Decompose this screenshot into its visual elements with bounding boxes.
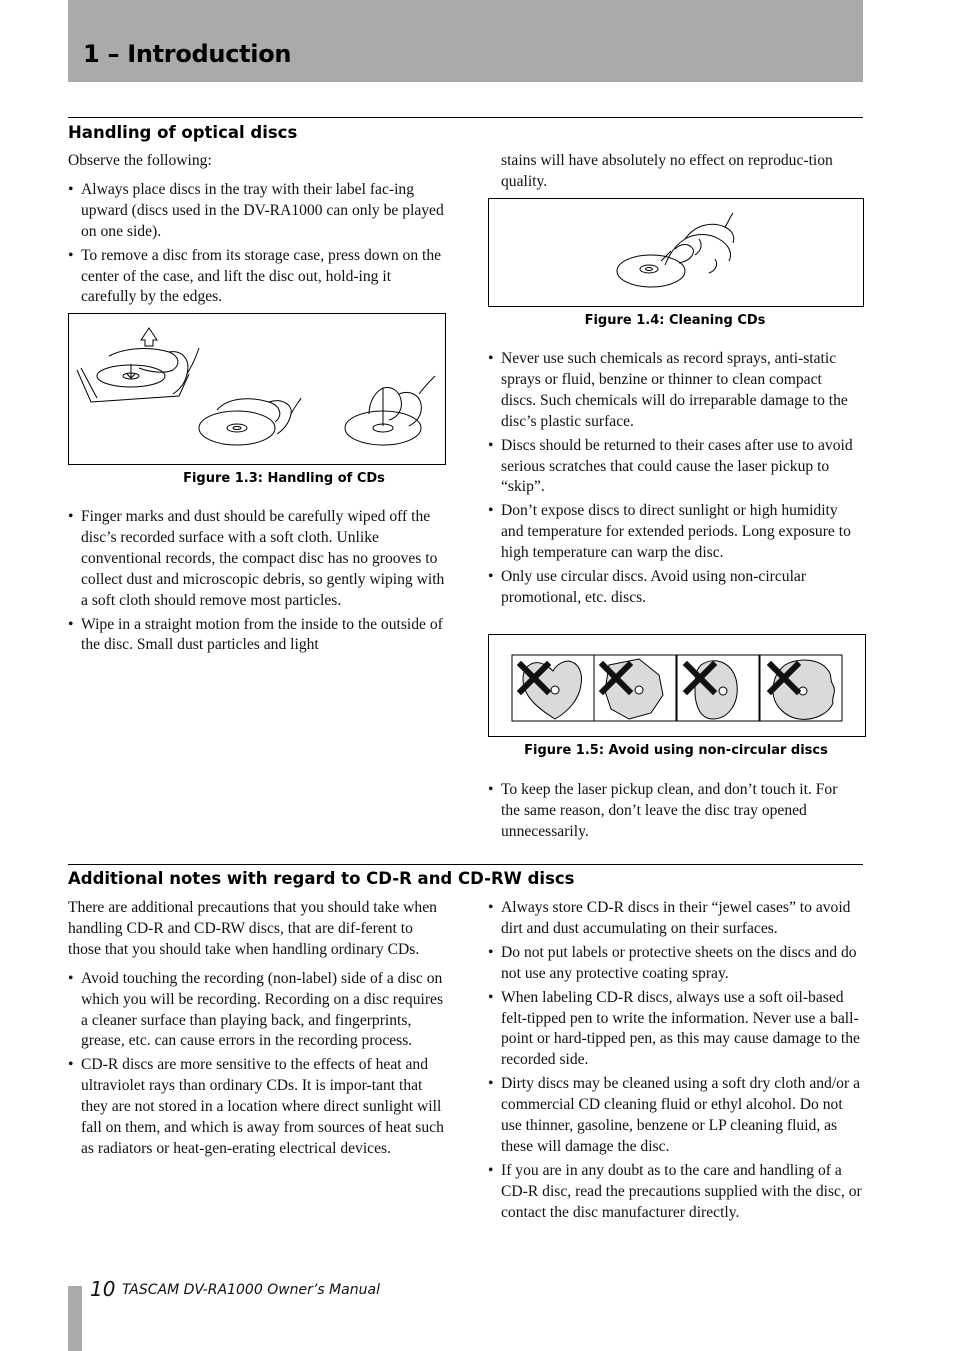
list-item: • If you are in any doubt as to the care and handling of a CD-R disc, read the precautions supplied with the disc, or contact the disc manufacturer directly. [488, 1161, 862, 1224]
bullet-list-right-b [488, 780, 860, 843]
list-item: • When labeling CD-R discs, always use a soft oil-based felt-tipped pen to write the information. Never use a ball-point or hard-tipped pen, as this may cause damage to the recorded side. [488, 988, 862, 1072]
bullet-list-right-a [488, 349, 860, 609]
figure-cleaning-cds [488, 198, 864, 307]
intro-text: There are additional precautions that you should take when handling CD-R and CD-RW discs, that are dif-ferent to those that you should take when handling ordinary CDs. [68, 899, 437, 958]
list-item: • Discs should be returned to their cases after use to avoid serious scratches that could cause the laser pickup to “skip”. [488, 436, 860, 499]
list-item: • Do not put labels or protective sheets on the discs and do not use any protective coating spray. [488, 943, 862, 985]
bullet-list-cdr-left [68, 969, 446, 1160]
chapter-title: 1 – Introduction [83, 40, 292, 68]
list-item: • Wipe in a straight motion from the inside to the outside of the disc. Small dust particles and light [68, 615, 446, 657]
chapter-header-bar [68, 0, 863, 82]
list-item: • To keep the laser pickup clean, and don’t touch it. For the same reason, don’t leave the disc tray opened unnecessarily. [488, 780, 860, 843]
bullet-list-left-b [68, 507, 446, 656]
figure-1-5-caption: Figure 1.5: Avoid using non-circular discs [524, 743, 828, 758]
right-column-bottom [488, 780, 860, 846]
non-circular-discs-illustration [489, 635, 865, 736]
list-item: • Always store CD-R discs in their “jewel cases” to avoid dirt and dust accumulating on their surfaces. [488, 898, 862, 940]
continuation-text: stains will have absolutely no effect on reproduc-tion quality. [501, 152, 833, 190]
bullet-list-left-a [68, 180, 446, 308]
list-item: • Avoid touching the recording (non-label) side of a disc on which you will be recording. Recording on a disc requires a cleaner surface than playing back, and fingerprints, grease, etc. can cause errors in the recording process. [68, 969, 446, 1053]
left-column-top [68, 151, 446, 311]
list-item: • To remove a disc from its storage case, press down on the center of the case, and lift the disc out, hold-ing it carefully by the edges. [68, 246, 446, 309]
handling-cds-illustration [69, 314, 445, 464]
manual-title: TASCAM DV-RA1000 Owner’s Manual [122, 1282, 380, 1298]
section-heading-cdr: Additional notes with regard to CD-R and CD-RW discs [68, 869, 575, 888]
list-item: • Only use circular discs. Avoid using non-circular promotional, etc. discs. [488, 567, 860, 609]
list-item: • Dirty discs may be cleaned using a soft dry cloth and/or a commercial CD cleaning fluid or ethyl alcohol. Do not use thinner, gasoline, benzene or LP cleaning fluid, as these will damage the disc. [488, 1074, 862, 1158]
cleaning-cds-illustration [489, 199, 863, 306]
right-column-middle [488, 349, 860, 612]
left-column-section2 [68, 898, 446, 1163]
list-item: • Never use such chemicals as record sprays, anti-static sprays or fluid, benzine or thinner to clean compact discs. Such chemicals will do irreparable damage to the disc’s plastic surface. [488, 349, 860, 433]
list-item: • Always place discs in the tray with their label fac-ing upward (discs used in the DV-RA1000 can only be played on one side). [68, 180, 446, 243]
bullet-list-cdr-right [488, 898, 862, 1224]
figure-1-4-caption: Figure 1.4: Cleaning CDs [584, 313, 766, 328]
list-item: • Don’t expose discs to direct sunlight or high humidity and temperature for extended periods. Long exposure to high temperature can warp the disc. [488, 501, 860, 564]
figure-1-3-caption: Figure 1.3: Handling of CDs [183, 471, 385, 486]
section-rule [68, 864, 863, 865]
figure-handling-cds [68, 313, 446, 465]
left-column-bottom [68, 507, 446, 659]
right-column-top [488, 151, 860, 193]
page-number: 10 [90, 1277, 116, 1301]
intro-text: Observe the following: [68, 152, 212, 169]
list-item: • Finger marks and dust should be carefully wiped off the disc’s recorded surface with a soft cloth. Unlike conventional records, the compact disc has no grooves to collect dust and microscopic debris, so gently wiping with a soft cloth should remove most particles. [68, 507, 446, 612]
right-column-section2 [488, 898, 862, 1227]
footer-bar [68, 1286, 82, 1351]
section-rule [68, 117, 863, 118]
section-heading-handling: Handling of optical discs [68, 123, 298, 142]
list-item: • CD-R discs are more sensitive to the effects of heat and ultraviolet rays than ordinary CDs. It is impor-tant that they are not stored in a location where direct sunlight will fall on them, and which is away from sources of heat such as radiators or heat-gen-erating electrical devices. [68, 1055, 446, 1160]
figure-non-circular-discs [488, 634, 866, 737]
